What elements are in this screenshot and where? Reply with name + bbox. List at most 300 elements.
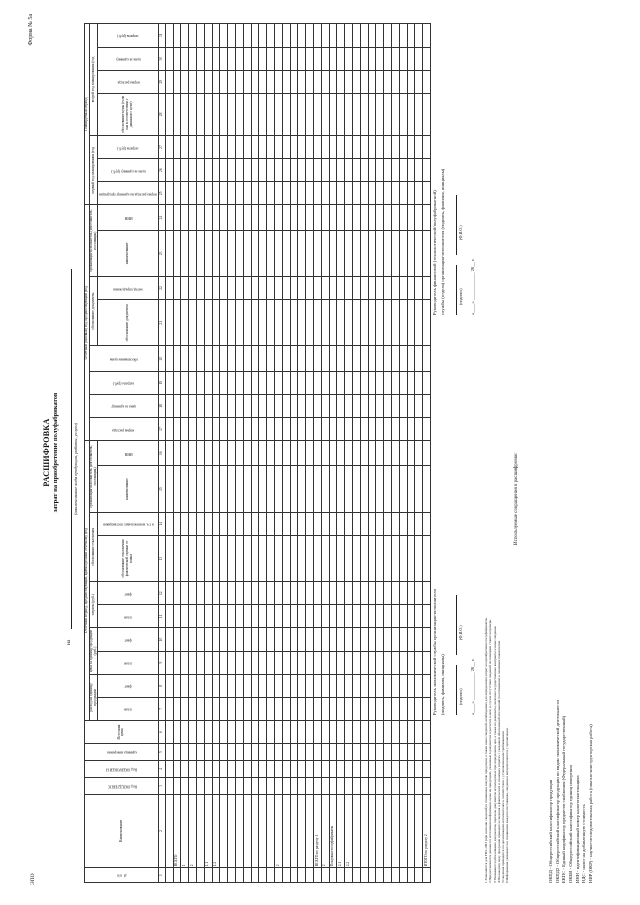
table-cell[interactable]	[220, 159, 228, 182]
table-cell[interactable]	[321, 47, 329, 70]
table-cell[interactable]	[345, 182, 353, 205]
table-cell[interactable]	[391, 394, 399, 417]
table-cell[interactable]	[415, 628, 423, 651]
table-cell[interactable]	[275, 417, 283, 440]
table-cell[interactable]	[314, 300, 322, 346]
table-cell[interactable]	[376, 605, 384, 628]
table-cell[interactable]	[197, 720, 205, 743]
table-cell[interactable]	[376, 697, 384, 720]
table-cell[interactable]	[298, 441, 306, 466]
table-cell[interactable]	[228, 417, 236, 440]
table-cell[interactable]	[165, 628, 173, 651]
table-cell[interactable]	[384, 300, 392, 346]
table-cell[interactable]	[384, 346, 392, 371]
table-cell[interactable]	[282, 417, 290, 440]
table-cell[interactable]	[165, 135, 173, 158]
table-cell[interactable]	[165, 744, 173, 761]
table-cell[interactable]	[329, 651, 337, 674]
table-cell[interactable]	[197, 760, 205, 777]
table-cell[interactable]	[220, 182, 228, 205]
table-cell[interactable]	[228, 777, 236, 794]
table-cell[interactable]	[275, 371, 283, 394]
table-cell[interactable]	[236, 868, 244, 883]
table-cell[interactable]	[267, 628, 275, 651]
table-cell[interactable]	[290, 535, 298, 581]
table-cell[interactable]	[321, 230, 329, 276]
table-cell[interactable]	[376, 205, 384, 230]
table-cell[interactable]	[282, 47, 290, 70]
table-cell[interactable]	[204, 93, 212, 135]
table-cell[interactable]	[189, 605, 197, 628]
table-cell[interactable]	[306, 135, 314, 158]
table-cell[interactable]	[267, 697, 275, 720]
table-cell[interactable]	[212, 674, 220, 697]
table-cell[interactable]	[243, 276, 251, 299]
table-cell[interactable]	[384, 371, 392, 394]
table-cell[interactable]	[259, 535, 267, 581]
table-cell[interactable]	[189, 93, 197, 135]
table-cell[interactable]	[399, 651, 407, 674]
table-cell[interactable]	[236, 760, 244, 777]
table-cell[interactable]	[306, 159, 314, 182]
table-cell[interactable]	[415, 512, 423, 535]
table-cell[interactable]	[345, 441, 353, 466]
table-cell[interactable]	[345, 744, 353, 761]
table-cell[interactable]	[282, 230, 290, 276]
table-cell[interactable]	[228, 760, 236, 777]
table-cell[interactable]	[220, 205, 228, 230]
table-cell[interactable]	[173, 651, 181, 674]
table-cell[interactable]	[165, 777, 173, 794]
table-cell[interactable]	[415, 47, 423, 70]
table-cell[interactable]	[321, 628, 329, 651]
table-cell[interactable]	[376, 582, 384, 605]
table-cell[interactable]	[423, 47, 431, 70]
table-cell[interactable]	[173, 868, 181, 883]
table-cell[interactable]	[399, 135, 407, 158]
table-cell[interactable]	[189, 159, 197, 182]
table-cell[interactable]	[275, 512, 283, 535]
table-cell[interactable]	[321, 300, 329, 346]
table-cell[interactable]	[204, 441, 212, 466]
table-cell[interactable]	[251, 205, 259, 230]
table-cell[interactable]	[337, 868, 345, 883]
table-cell[interactable]	[181, 651, 189, 674]
table-cell[interactable]	[275, 24, 283, 48]
table-cell[interactable]	[165, 24, 173, 48]
table-cell[interactable]	[243, 70, 251, 93]
table-cell[interactable]	[236, 47, 244, 70]
table-cell[interactable]	[259, 24, 267, 48]
table-cell[interactable]	[407, 697, 415, 720]
table-cell[interactable]	[391, 159, 399, 182]
table-cell[interactable]	[204, 300, 212, 346]
table-cell[interactable]	[314, 605, 322, 628]
table-cell[interactable]	[212, 744, 220, 761]
table-cell[interactable]	[236, 417, 244, 440]
table-cell[interactable]	[251, 371, 259, 394]
table-cell[interactable]	[228, 394, 236, 417]
table-cell[interactable]	[220, 605, 228, 628]
table-cell[interactable]	[173, 276, 181, 299]
table-cell[interactable]	[360, 205, 368, 230]
table-cell[interactable]	[189, 651, 197, 674]
table-cell[interactable]	[259, 230, 267, 276]
table-cell[interactable]	[173, 371, 181, 394]
table-cell[interactable]	[282, 512, 290, 535]
table-cell[interactable]	[415, 535, 423, 581]
table-cell[interactable]	[165, 371, 173, 394]
table-cell[interactable]	[337, 697, 345, 720]
table-cell[interactable]	[275, 205, 283, 230]
table-cell[interactable]	[251, 417, 259, 440]
table-cell[interactable]	[376, 651, 384, 674]
table-cell[interactable]	[321, 346, 329, 371]
table-cell[interactable]	[282, 744, 290, 761]
table-cell[interactable]	[306, 70, 314, 93]
table-cell[interactable]	[298, 70, 306, 93]
table-cell[interactable]	[391, 182, 399, 205]
table-cell[interactable]	[384, 47, 392, 70]
table-cell[interactable]	[368, 777, 376, 794]
table-cell[interactable]	[173, 777, 181, 794]
table-cell[interactable]	[314, 535, 322, 581]
table-cell[interactable]	[329, 230, 337, 276]
table-cell[interactable]	[345, 371, 353, 394]
table-cell[interactable]	[337, 674, 345, 697]
table-cell[interactable]	[267, 93, 275, 135]
table-cell[interactable]	[352, 868, 360, 883]
table-cell[interactable]	[423, 371, 431, 394]
table-cell[interactable]	[236, 159, 244, 182]
table-cell[interactable]	[345, 868, 353, 883]
table-cell[interactable]	[345, 535, 353, 581]
table-cell[interactable]	[197, 417, 205, 440]
table-cell[interactable]	[352, 371, 360, 394]
table-cell[interactable]	[212, 868, 220, 883]
table-cell[interactable]	[423, 674, 431, 697]
table-cell[interactable]	[189, 628, 197, 651]
table-cell[interactable]	[337, 394, 345, 417]
table-cell[interactable]	[337, 466, 345, 512]
table-cell[interactable]	[173, 93, 181, 135]
table-cell[interactable]	[345, 135, 353, 158]
table-cell[interactable]	[298, 651, 306, 674]
table-cell[interactable]	[236, 182, 244, 205]
table-cell[interactable]	[360, 47, 368, 70]
table-cell[interactable]	[181, 605, 189, 628]
table-cell[interactable]	[391, 70, 399, 93]
table-cell[interactable]	[228, 230, 236, 276]
table-cell[interactable]	[220, 777, 228, 794]
table-cell[interactable]	[212, 276, 220, 299]
table-cell[interactable]	[204, 70, 212, 93]
table-cell[interactable]	[314, 159, 322, 182]
table-cell[interactable]	[259, 466, 267, 512]
table-cell[interactable]	[251, 47, 259, 70]
table-cell[interactable]	[267, 605, 275, 628]
table-cell[interactable]	[337, 651, 345, 674]
table-cell[interactable]	[267, 674, 275, 697]
table-cell[interactable]	[267, 744, 275, 761]
table-cell[interactable]	[282, 346, 290, 371]
table-cell[interactable]	[197, 135, 205, 158]
table-cell[interactable]	[415, 582, 423, 605]
table-cell[interactable]	[189, 868, 197, 883]
table-cell[interactable]	[290, 651, 298, 674]
table-cell[interactable]	[368, 159, 376, 182]
table-cell[interactable]	[415, 159, 423, 182]
table-cell[interactable]	[173, 512, 181, 535]
table-cell[interactable]	[360, 70, 368, 93]
table-cell[interactable]	[282, 93, 290, 135]
table-cell[interactable]	[321, 417, 329, 440]
table-cell[interactable]	[368, 605, 376, 628]
table-cell[interactable]	[352, 582, 360, 605]
table-cell[interactable]	[197, 24, 205, 48]
table-cell[interactable]	[259, 720, 267, 743]
table-cell[interactable]	[251, 744, 259, 761]
table-cell[interactable]	[165, 276, 173, 299]
table-cell[interactable]	[181, 441, 189, 466]
table-cell[interactable]	[189, 371, 197, 394]
table-cell[interactable]	[384, 674, 392, 697]
table-cell[interactable]	[337, 300, 345, 346]
table-cell[interactable]	[228, 47, 236, 70]
table-cell[interactable]	[321, 868, 329, 883]
table-cell[interactable]	[352, 182, 360, 205]
table-cell[interactable]	[251, 628, 259, 651]
table-cell[interactable]	[329, 441, 337, 466]
table-cell[interactable]	[391, 582, 399, 605]
table-cell[interactable]	[197, 651, 205, 674]
table-cell[interactable]	[228, 868, 236, 883]
table-cell[interactable]	[360, 760, 368, 777]
table-cell[interactable]	[243, 720, 251, 743]
table-cell[interactable]	[321, 535, 329, 581]
table-cell[interactable]	[275, 535, 283, 581]
table-cell[interactable]	[267, 512, 275, 535]
table-cell[interactable]	[275, 628, 283, 651]
table-cell[interactable]	[197, 182, 205, 205]
table-cell[interactable]	[251, 230, 259, 276]
table-cell[interactable]	[298, 394, 306, 417]
table-cell[interactable]	[228, 441, 236, 466]
table-cell[interactable]	[181, 582, 189, 605]
table-cell[interactable]	[243, 205, 251, 230]
table-cell[interactable]	[399, 394, 407, 417]
table-cell[interactable]	[189, 674, 197, 697]
table-cell[interactable]	[423, 394, 431, 417]
table-cell[interactable]	[329, 605, 337, 628]
table-cell[interactable]	[415, 135, 423, 158]
table-cell[interactable]	[345, 276, 353, 299]
table-cell[interactable]	[290, 697, 298, 720]
table-cell[interactable]	[376, 300, 384, 346]
table-cell[interactable]	[329, 300, 337, 346]
table-cell[interactable]	[220, 441, 228, 466]
table-cell[interactable]	[337, 70, 345, 93]
table-cell[interactable]	[399, 605, 407, 628]
table-cell[interactable]	[173, 47, 181, 70]
table-cell[interactable]	[189, 720, 197, 743]
table-cell[interactable]	[415, 70, 423, 93]
table-cell[interactable]	[173, 760, 181, 777]
table-cell[interactable]	[376, 394, 384, 417]
table-cell[interactable]	[243, 868, 251, 883]
table-cell[interactable]	[384, 93, 392, 135]
table-cell[interactable]	[376, 535, 384, 581]
table-cell[interactable]	[290, 777, 298, 794]
table-cell[interactable]	[407, 582, 415, 605]
table-cell[interactable]	[236, 205, 244, 230]
table-cell[interactable]	[189, 441, 197, 466]
table-cell[interactable]	[228, 159, 236, 182]
table-cell[interactable]	[321, 441, 329, 466]
table-cell[interactable]	[243, 512, 251, 535]
table-cell[interactable]	[220, 371, 228, 394]
table-cell[interactable]	[337, 371, 345, 394]
table-cell[interactable]	[423, 205, 431, 230]
table-cell[interactable]	[165, 868, 173, 883]
table-cell[interactable]	[314, 651, 322, 674]
table-cell[interactable]	[275, 466, 283, 512]
table-cell[interactable]	[376, 760, 384, 777]
table-cell[interactable]	[228, 605, 236, 628]
table-cell[interactable]	[181, 300, 189, 346]
table-cell[interactable]	[290, 466, 298, 512]
table-cell[interactable]	[360, 441, 368, 466]
table-cell[interactable]	[321, 135, 329, 158]
table-cell[interactable]	[352, 276, 360, 299]
table-cell[interactable]	[306, 674, 314, 697]
table-cell[interactable]	[306, 605, 314, 628]
table-cell[interactable]	[165, 605, 173, 628]
table-cell[interactable]	[306, 205, 314, 230]
table-cell[interactable]	[173, 628, 181, 651]
table-cell[interactable]	[189, 697, 197, 720]
table-cell[interactable]	[329, 47, 337, 70]
table-cell[interactable]	[251, 70, 259, 93]
table-cell[interactable]	[173, 441, 181, 466]
table-cell[interactable]	[329, 628, 337, 651]
table-cell[interactable]	[391, 300, 399, 346]
table-cell[interactable]	[407, 70, 415, 93]
table-cell[interactable]	[267, 47, 275, 70]
table-cell[interactable]	[368, 300, 376, 346]
table-cell[interactable]	[360, 535, 368, 581]
table-cell[interactable]	[352, 605, 360, 628]
table-cell[interactable]	[399, 674, 407, 697]
table-cell[interactable]	[360, 628, 368, 651]
table-cell[interactable]	[189, 205, 197, 230]
table-cell[interactable]	[384, 466, 392, 512]
table-cell[interactable]	[228, 276, 236, 299]
table-cell[interactable]	[290, 605, 298, 628]
table-cell[interactable]	[399, 535, 407, 581]
table-cell[interactable]	[391, 135, 399, 158]
table-cell[interactable]	[384, 417, 392, 440]
table-cell[interactable]	[212, 697, 220, 720]
table-cell[interactable]	[415, 605, 423, 628]
table-cell[interactable]	[337, 205, 345, 230]
table-cell[interactable]	[243, 760, 251, 777]
table-cell[interactable]	[290, 394, 298, 417]
table-cell[interactable]	[306, 535, 314, 581]
table-cell[interactable]	[352, 47, 360, 70]
table-cell[interactable]	[368, 651, 376, 674]
table-cell[interactable]	[314, 466, 322, 512]
table-cell[interactable]	[173, 135, 181, 158]
table-cell[interactable]	[290, 93, 298, 135]
table-cell[interactable]	[243, 371, 251, 394]
table-cell[interactable]	[352, 230, 360, 276]
table-cell[interactable]	[376, 159, 384, 182]
table-cell[interactable]	[181, 24, 189, 48]
table-cell[interactable]	[376, 720, 384, 743]
table-cell[interactable]	[267, 760, 275, 777]
table-cell[interactable]	[321, 466, 329, 512]
table-cell[interactable]	[197, 47, 205, 70]
table-cell[interactable]	[275, 135, 283, 158]
table-cell[interactable]	[220, 868, 228, 883]
table-cell[interactable]	[337, 230, 345, 276]
table-cell[interactable]	[306, 230, 314, 276]
table-cell[interactable]	[360, 868, 368, 883]
table-cell[interactable]	[376, 744, 384, 761]
table-cell[interactable]	[212, 760, 220, 777]
table-cell[interactable]	[290, 135, 298, 158]
table-cell[interactable]	[337, 346, 345, 371]
table-cell[interactable]	[259, 371, 267, 394]
table-cell[interactable]	[368, 720, 376, 743]
table-cell[interactable]	[360, 276, 368, 299]
table-cell[interactable]	[321, 744, 329, 761]
table-cell[interactable]	[306, 182, 314, 205]
table-cell[interactable]	[259, 760, 267, 777]
table-cell[interactable]	[189, 394, 197, 417]
table-cell[interactable]	[251, 535, 259, 581]
table-cell[interactable]	[423, 744, 431, 761]
table-cell[interactable]	[251, 760, 259, 777]
table-cell[interactable]	[368, 182, 376, 205]
table-cell[interactable]	[204, 417, 212, 440]
table-cell[interactable]	[391, 760, 399, 777]
table-cell[interactable]	[360, 777, 368, 794]
table-cell[interactable]	[306, 697, 314, 720]
table-cell[interactable]	[243, 744, 251, 761]
table-cell[interactable]	[306, 777, 314, 794]
table-cell[interactable]	[204, 582, 212, 605]
table-cell[interactable]	[267, 394, 275, 417]
table-cell[interactable]	[352, 394, 360, 417]
table-cell[interactable]	[376, 417, 384, 440]
table-cell[interactable]	[329, 777, 337, 794]
table-cell[interactable]	[399, 441, 407, 466]
table-cell[interactable]	[267, 300, 275, 346]
table-cell[interactable]	[399, 346, 407, 371]
table-cell[interactable]	[275, 582, 283, 605]
table-cell[interactable]	[228, 744, 236, 761]
table-cell[interactable]	[407, 346, 415, 371]
table-cell[interactable]	[282, 159, 290, 182]
table-cell[interactable]	[189, 24, 197, 48]
table-cell[interactable]	[181, 417, 189, 440]
table-cell[interactable]	[384, 135, 392, 158]
table-cell[interactable]	[204, 674, 212, 697]
table-cell[interactable]	[337, 628, 345, 651]
table-cell[interactable]	[204, 868, 212, 883]
